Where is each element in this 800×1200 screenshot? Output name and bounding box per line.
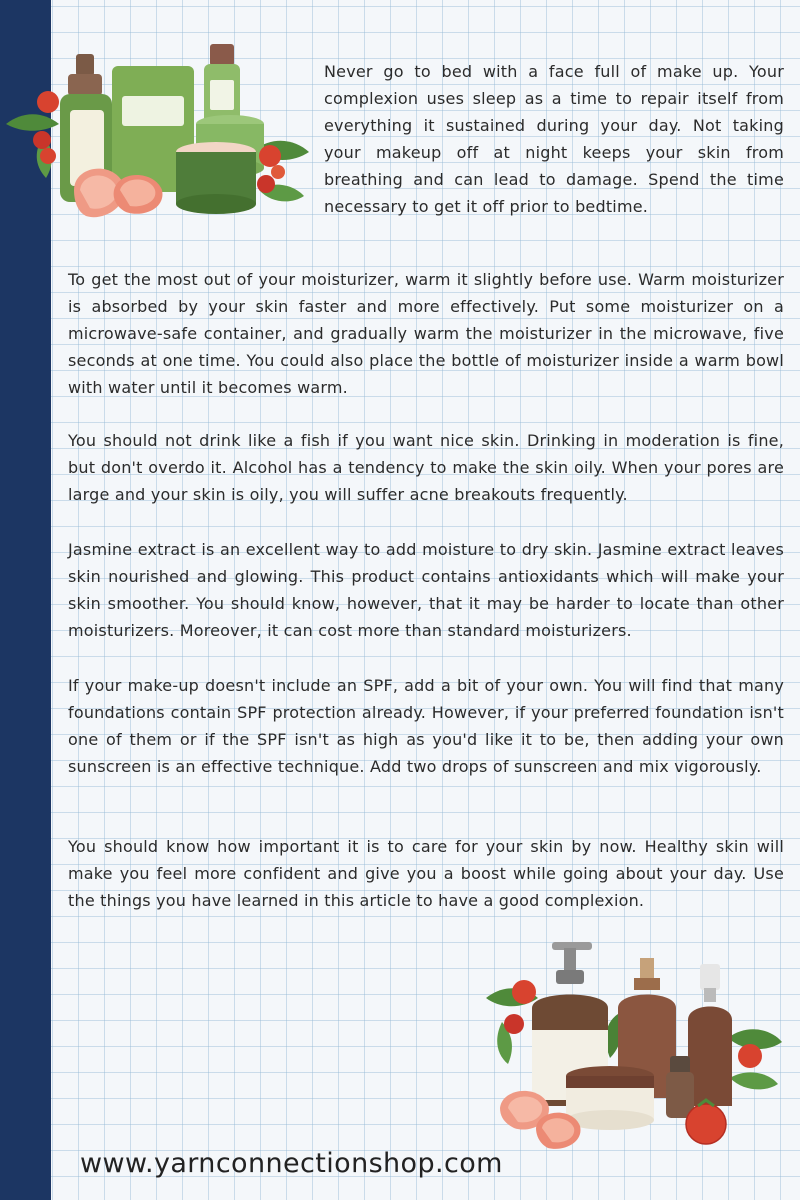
paragraph-warm-moisturizer: To get the most out of your moisturizer, warm it slightly before use. Warm moisturizer is absorbed by your skin faster and more effectively. Put some moisturizer on a microwave-safe container, and gradually warm the moisturizer in the microwave, five seconds at one time. You could also place the bottle of moisturizer inside a warm bowl with water until it becomes warm. [68, 270, 784, 397]
website-url[interactable]: www.yarnconnectionshop.com [80, 1148, 503, 1179]
paragraph-makeup-removal: Never go to bed with a face full of make up. Your complexion uses sleep as a time to repair itself from everything it sustained during your day. Not taking your makeup off at night keeps your skin from breathing and can lead to damage. Spend the time necessary to get it off prior to bedtime. [324, 62, 784, 216]
paragraph-jasmine-extract: Jasmine extract is an excellent way to add moisture to dry skin. Jasmine extract leaves skin nourished and glowing. This product contains antioxidants which will make your skin smoother. You should know, however, that it may be harder to locate than other moisturizers. Moreover, it can cost more than standard moisturizers. [68, 540, 784, 640]
paragraph-spf: If your make-up doesn't include an SPF, add a bit of your own. You will find that many foundations contain SPF protection already. However, if your preferred foundation isn't one of them or if the SPF isn't as high as you'd like it to be, then adding your own sunscreen is an effective technique. Add two drops of sunscreen and mix vigorously. [68, 676, 784, 776]
paragraph-alcohol-moderation: You should not drink like a fish if you want nice skin. Drinking in moderation is fine, but don't overdo it. Alcohol has a tendency to make the skin oily. When your pores are large and your skin is oily, you will suffer acne breakouts frequently. [68, 431, 784, 504]
skincare-bottles-with-tomatoes-icon [480, 938, 790, 1158]
paragraph-conclusion: You should know how important it is to care for your skin by now. Healthy skin will make you feel more confident and give you a boost while going about your day. Use the things you have learned in this article to have a good complexion. [68, 837, 784, 910]
skincare-products-with-grapefruit-icon [4, 40, 314, 230]
